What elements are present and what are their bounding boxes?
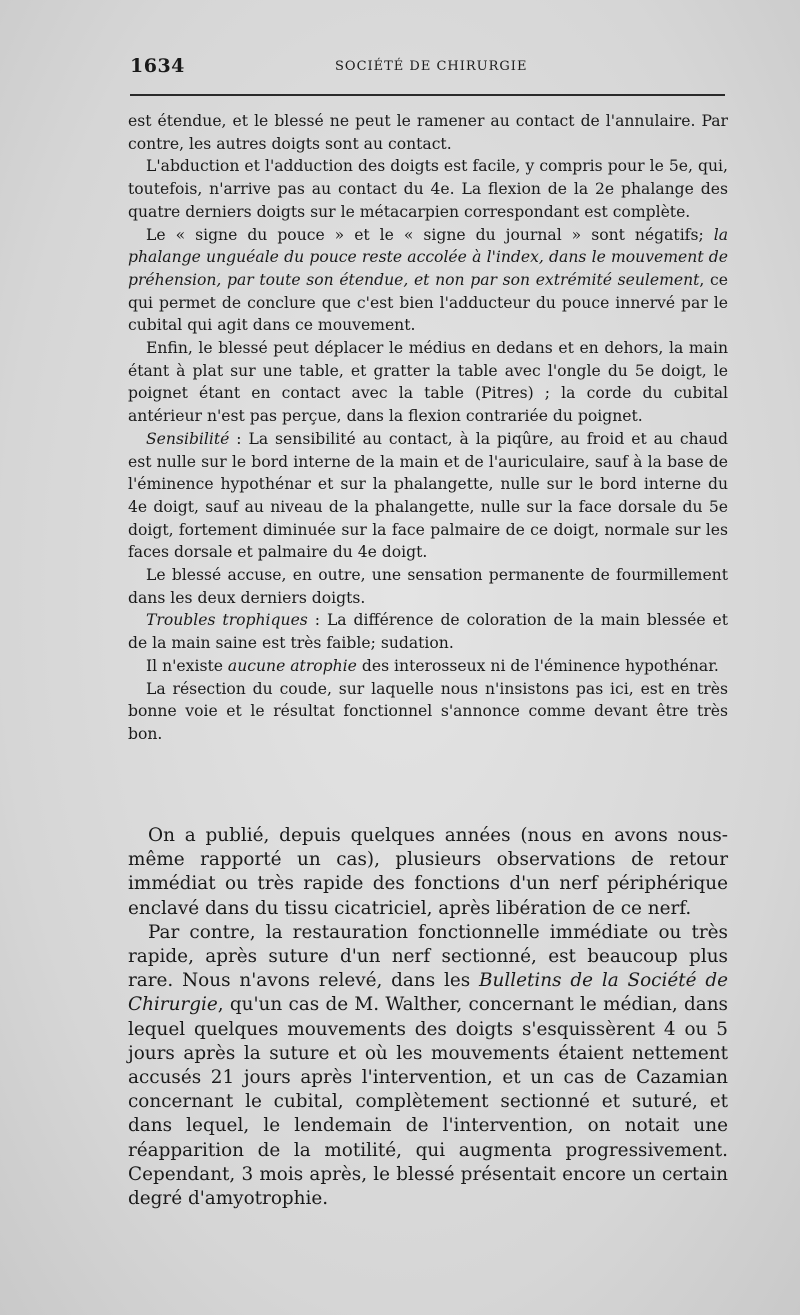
running-title: SOCIÉTÉ DE CHIRURGIE <box>335 59 528 74</box>
paragraph: Sensibilité : La sensibilité au contact, à la piqûre, au froid et au chaud est nulle sur le bord interne de la main et de l'auriculaire, sauf à la base de l'éminence hypothénar et sur la phalangette, nulle sur le bord interne du 4e doigt, sauf au niveau de la phalangette, nulle sur la face dorsale du 5e doigt, fortement diminuée sur la face palmaire de ce doigt, normale sur les faces dorsale et palmaire du 4e doigt. <box>128 429 728 562</box>
journal-title: Bulletins de la Société de Chirurgie <box>128 970 728 1016</box>
paragraph: Troubles trophiques : La différence de coloration de la main blessée et de la main saine est très faible; sudation. <box>128 611 728 653</box>
paragraph: L'abduction et l'adduction des doigts est facile, y compris pour le 5e, qui, toutefois, n'arrive pas au contact du 4e. La flexion de la 2e phalange des quatre derniers doigts sur le métacarpien correspondant est complète. <box>128 157 728 221</box>
header-rule <box>130 94 725 96</box>
paragraph: Le « signe du pouce » et le « signe du journal » sont négatifs; la phalange unguéale du pouce reste accolée à l'index, dans le mouvement de préhension, par toute son étendue, et non par son extrémité seulement, ce qui permet de conclure que c'est bien l'adducteur du pouce innervé par le cubital qui agit dans ce mouvement. <box>128 225 728 335</box>
page-header <box>130 55 725 85</box>
discussion-section <box>128 824 728 1211</box>
paragraph: Le blessé accuse, en outre, une sensation permanente de fourmillement dans les deux derniers doigts. <box>128 566 728 607</box>
paragraph: Enfin, le blessé peut déplacer le médius en dedans et en dehors, la main étant à plat sur une table, et gratter la table avec l'ongle du 5e doigt, le poignet étant en contact avec la table (Pitres) ; la corde du cubital antérieur n'est pas perçue, dans la flexion contrariée du poignet. <box>128 339 728 426</box>
italic-heading: Sensibilité <box>146 429 230 448</box>
observation-section <box>128 110 728 746</box>
paragraph: On a publié, depuis quelques années (nous en avons nous-même rapporté un cas), plusieurs observations de retour immédiat ou très rapide des fonctions d'un nerf périphérique enclavé dans du tissu cicatriciel, après libération de ce nerf. <box>128 825 728 919</box>
page-number: 1634 <box>130 55 185 77</box>
italic-emphasis: la phalange unguéale du pouce reste accolée à l'index, dans le mouvement de préhension, par toute son étendue, et non par son extrémité seulement <box>128 225 728 289</box>
paragraph: La résection du coude, sur laquelle nous n'insistons pas ici, est en très bonne voie et le résultat fonctionnel s'annonce comme devant être très bon. <box>128 679 728 743</box>
italic-emphasis: aucune atrophie <box>227 656 357 675</box>
paragraph: Par contre, la restauration fonctionnelle immédiate ou très rapide, après suture d'un nerf sectionné, est beaucoup plus rare. Nous n'avons relevé, dans les Bulletins de la Société de Chirurgie, qu'un cas de M. Walther, concernant le médian, dans lequel quelques mouvements des doigts s'esquissèrent 4 ou 5 jours après la suture et où les mouvements étaient nettement accusés 21 jours après l'intervention, et un cas de Cazamian concernant le cubital, complètement sectionné et suturé, et dans lequel, le lendemain de l'intervention, on notait une réapparition de la motilité, qui augmenta progressivement. Cependant, 3 mois après, le blessé présentait encore un certain degré d'amyotrophie. <box>128 921 728 1210</box>
paragraph: est étendue, et le blessé ne peut le ramener au contact de l'annulaire. Par contre, les autres doigts sont au contact. <box>128 112 728 153</box>
paragraph: Il n'existe aucune atrophie des interosseux ni de l'éminence hypothénar. <box>146 656 719 675</box>
italic-heading: Troubles trophiques <box>146 611 308 630</box>
